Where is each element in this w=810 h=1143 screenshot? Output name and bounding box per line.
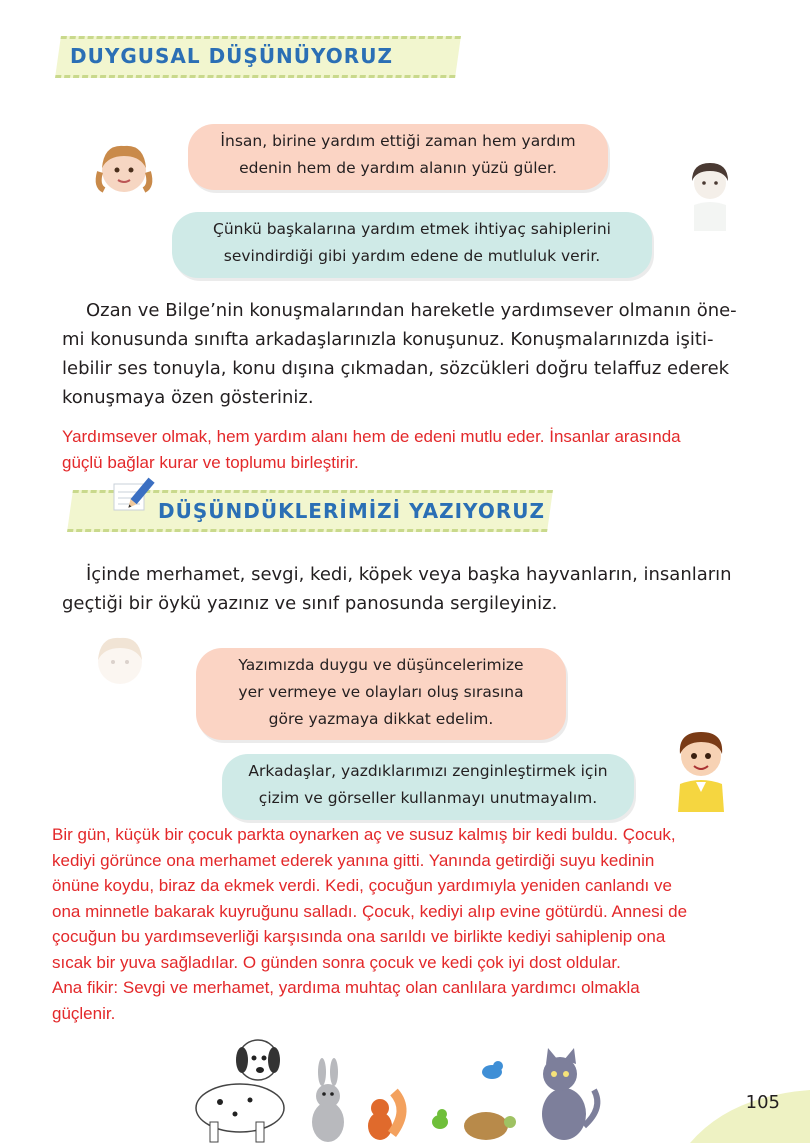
instruction-paragraph-1: Ozan ve Bilge’nin konuşmalarından hareketle yardımsever olmanın öne- mi konusunda sınıfta arkadaşlarınızla konuşunuz. Konuşmalarınızda işiti- lebilir ses tonuyla, konu dışına çıkmadan, sözcükleri doğru telaffuz ederek konuşmaya özen gösteriniz.: [62, 300, 737, 408]
speech-bubble-1: İnsan, birine yardım ettiği zaman hem yardım edenin hem de yardım alanın yüzü güler.: [188, 124, 608, 190]
answer-text-1: Yardımsever olmak, hem yardım alanı hem de edeni mutlu eder. İnsanlar arasında güçlü bağlar kurar ve toplumu birleştirir.: [62, 427, 681, 472]
boy-avatar: [680, 155, 740, 235]
speech-bubble-2: Çünkü başkalarına yardım etmek ihtiyaç sahiplerini sevindirdiği gibi yardım edene de mutluluk verir.: [172, 212, 652, 278]
instruction-paragraph-2: İçinde merhamet, sevgi, kedi, köpek veya başka hayvanların, insanların geçtiği bir öykü yazınız ve sınıf panosunda sergileyiniz.: [62, 564, 732, 614]
section-title-2: DÜŞÜNDÜKLERİMİZİ YAZIYORUZ: [158, 499, 545, 523]
answer-text-2: Bir gün, küçük bir çocuk parkta oynarken aç ve susuz kalmış bir kedi buldu. Çocuk, kediyi görünce ona merhamet ederek yanına gitti. Yanında getirdiği suyu kedinin önüne koydu, biraz da ekmek verdi. Kedi, çocuğun yardımıyla yeniden canlandı ve ona minnetle bakarak kuyruğunu salladı. Çocuk, kediyi alıp evine götürdü. Annesi de çocuğun bu yardımseverliği karşısında ona sarıldı ve birlikte kediyi sahiplenip ona sıcak bir yuva sağladılar. O günden sonra çocuk ve kedi çok iyi dost oldular. Ana fikir: Sevgi ve merhamet, yardıma muhtaç olan canlılara yardımcı olmakla güçlenir.: [52, 825, 688, 1023]
dog-icon: [196, 1040, 284, 1142]
speech-bubble-4: Arkadaşlar, yazdıklarımızı zenginleştirmek için çizim ve görseller kullanmayı unutmayalım.: [222, 754, 634, 820]
boy-avatar-yellow: [666, 722, 736, 812]
squirrel-icon: [368, 1092, 402, 1140]
rabbit-icon: [312, 1058, 344, 1142]
turtle-icon: [464, 1112, 516, 1140]
animals-illustration: [180, 1030, 620, 1143]
girl-avatar-faint: [88, 630, 152, 700]
section-title-1: DUYGUSAL DÜŞÜNÜYORUZ: [70, 44, 393, 68]
page-number: 105: [745, 1092, 780, 1113]
girl-avatar: [92, 138, 156, 202]
speech-bubble-3: Yazımızda duygu ve düşüncelerimize yer vermeye ve olayları oluş sırasına göre yazmaya dikkat edelim.: [196, 648, 566, 740]
cat-icon: [542, 1048, 597, 1140]
pencil-icon: [110, 474, 156, 520]
